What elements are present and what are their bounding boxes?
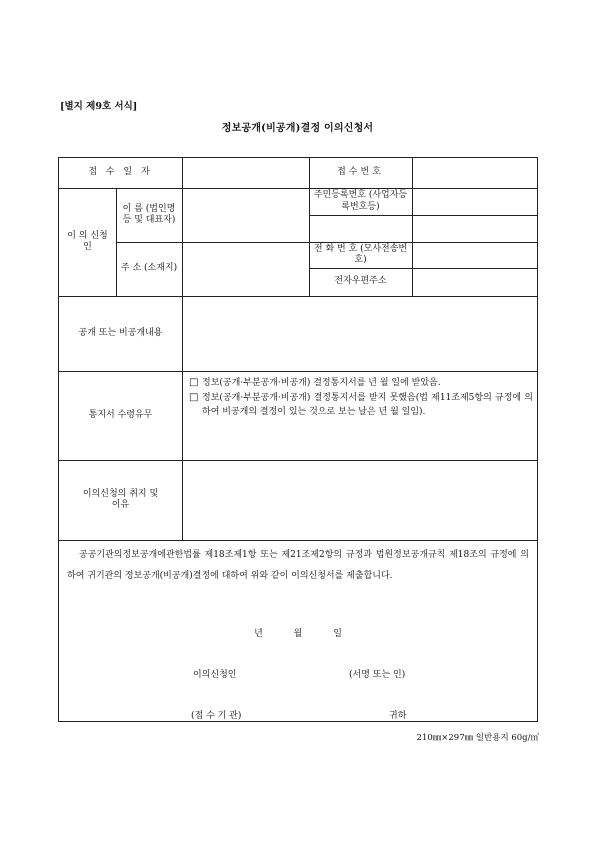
id-number-extra-field[interactable] [413,215,537,242]
receipt-date-field[interactable] [183,158,309,188]
phone-field[interactable] [413,242,537,268]
application-statement: 공공기관의정보공개에관한법률 제18조제1항 또는 제21조제2항의 규정과 법원정보공개규칙 제18조의 규정에 의하여 귀기관의 정보공개(비공개)결정에 대하여 위와 같이 이의신청서를 제출합니다. [67,550,529,581]
reason-field[interactable] [183,460,537,540]
address-label: 주 소 (소재지) [120,263,178,274]
document-title: 정보공개(비공개)결정 이의신청서 [221,123,374,134]
checkbox-icon[interactable]: □ [189,377,199,388]
notice-options [189,376,533,420]
notice-option-not-received-text: 정보(공개·부분공개·비공개) 결정통지서를 받지 못했음(법 제11조제5항의 규정에 의하여 비공개의 결정이 있는 것으로 보는 날은 년 월 일임). [202,392,533,417]
content-field[interactable] [183,296,537,371]
notice-option-received-text: 정보(공개·부분공개·비공개) 결정통지서를 년 월 일에 받았음. [202,378,441,388]
form-number: [별지 제9호 서식] [60,101,138,112]
receiving-agency-label: (접 수 기 관) [191,711,242,721]
phone-label: 전 화 번 호 (모사전송번호) [313,243,408,265]
applicant-label: 이 의 신청인 [67,230,108,252]
applicant-signature-label: 이의신청인 [193,670,237,680]
row-rule [59,540,537,541]
signature-field[interactable]: (서명 또는 인) [349,670,406,680]
address-field[interactable] [183,242,309,296]
receipt-number-label: 접수번호 [337,167,384,178]
receipt-date-label: 접 수 일 자 [88,167,153,178]
notice-option-received[interactable] [189,376,533,391]
name-label: 이 름 (법인명등 및 대표자) [122,203,176,225]
email-label: 전자우편주소 [334,276,387,287]
id-number-field[interactable] [413,188,537,215]
email-field[interactable] [413,268,537,296]
notice-label: 통지서 수령유무 [88,409,153,420]
reason-label: 이의신청의 취지 및 이유 [82,488,159,510]
application-date: 년 월 일 [254,629,342,639]
notice-option-not-received[interactable] [189,391,533,420]
content-label: 공개 또는 비공개내용 [78,327,163,338]
application-form-table [58,157,538,722]
checkbox-icon[interactable]: □ [189,391,199,403]
id-number-label: 주민등록번호 (사업자등록번호등) [313,190,408,212]
honorific: 귀하 [389,711,407,721]
name-field[interactable] [183,188,309,242]
paper-spec: 210㎜×297㎜ 일반용지 60g/㎡ [416,733,539,743]
receipt-number-field[interactable] [413,158,537,188]
